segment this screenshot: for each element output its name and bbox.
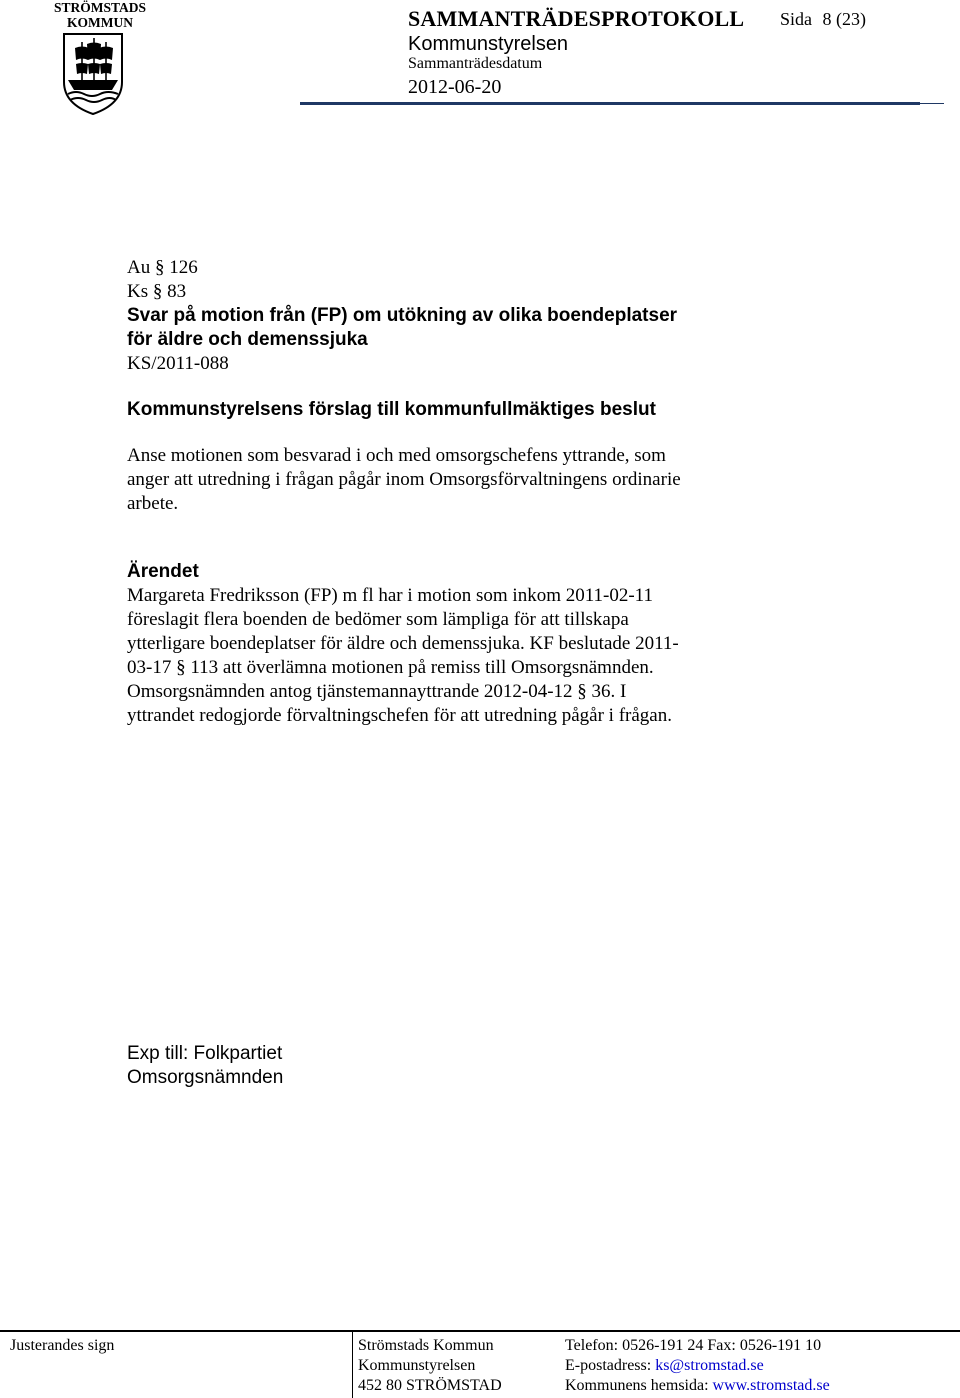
footer-contact: [565, 1336, 830, 1396]
committee-name: Kommunstyrelsen: [408, 33, 569, 55]
website-label: Kommunens hemsida:: [565, 1377, 713, 1394]
page-number: 8 (23): [822, 9, 867, 29]
matter-line: Omsorgsnämnden antog tjänstemannayttrande 2012-04-12 § 36. I: [127, 681, 627, 702]
case-number: KS/2011-088: [127, 353, 229, 374]
address-line: Kommunstyrelsen: [358, 1357, 476, 1374]
matter-heading: Ärendet: [127, 561, 199, 582]
meeting-date-label: Sammanträdesdatum: [408, 55, 543, 72]
ks-reference: Ks § 83: [127, 281, 187, 302]
proposal-line: anger att utredning i frågan pågår inom Omsorgsförvaltningens ordinarie: [127, 469, 681, 490]
footer-address: [358, 1336, 502, 1396]
case-title-line-2: för äldre och demenssjuka: [127, 329, 368, 350]
proposal-text: [127, 444, 887, 516]
header-rule-tail: [920, 103, 944, 104]
matter-line: yttrandet redogjorde förvaltningschefen för att utredning pågår i frågan.: [127, 705, 672, 726]
distribution-list: [127, 1042, 283, 1090]
meeting-date: 2012-06-20: [408, 76, 502, 98]
proposal-heading: Kommunstyrelsens förslag till kommunfullmäktiges beslut: [127, 399, 656, 420]
municipality-name-line2: KOMMUN: [67, 15, 133, 30]
case-section: [127, 256, 887, 728]
matter-line: Margareta Fredriksson (FP) m fl har i motion som inkom 2011-02-11: [127, 585, 653, 606]
municipality-name-line1: STRÖMSTADS: [53, 0, 147, 15]
ship-crest-icon: [62, 32, 124, 116]
document-type: SAMMANTRÄDESPROTOKOLL: [408, 6, 745, 31]
case-title-line-1: Svar på motion från (FP) om utökning av olika boendeplatser: [127, 305, 678, 326]
distribution-recipient: Exp till: Folkpartiet: [127, 1043, 283, 1064]
email-label: E-postadress:: [565, 1357, 656, 1374]
distribution-recipient: Omsorgsnämnden: [127, 1067, 284, 1088]
website-row: [565, 1376, 830, 1396]
municipality-name: [52, 0, 148, 30]
website-link[interactable]: www.stromstad.se: [712, 1377, 830, 1394]
email-link[interactable]: ks@stromstad.se: [655, 1357, 764, 1374]
matter-line: föreslagit flera boenden de bedömer som lämpliga för att tillskapa: [127, 609, 629, 630]
phone-fax: Telefon: 0526-191 24 Fax: 0526-191 10: [565, 1337, 822, 1354]
au-reference: Au § 126: [127, 257, 198, 278]
header-rule: [300, 102, 920, 105]
footer-rule: [0, 1330, 960, 1332]
matter-line: ytterligare boendeplatser för äldre och demenssjuka. KF beslutade 2011-: [127, 633, 679, 654]
matter-line: 03-17 § 113 att överlämna motionen på remiss till Omsorgsnämnden.: [127, 657, 654, 678]
address-line: Strömstads Kommun: [358, 1337, 494, 1354]
footer-separator: [352, 1330, 353, 1398]
signature-label: Justerandes sign: [10, 1337, 115, 1354]
proposal-line: arbete.: [127, 493, 179, 514]
page-indicator: [780, 9, 866, 30]
proposal-line: Anse motionen som besvarad i och med omsorgschefens yttrande, som: [127, 445, 666, 466]
address-line: 452 80 STRÖMSTAD: [358, 1377, 502, 1394]
email-row: [565, 1356, 830, 1376]
matter-text: [127, 584, 887, 728]
page-label: Sida: [780, 9, 813, 29]
